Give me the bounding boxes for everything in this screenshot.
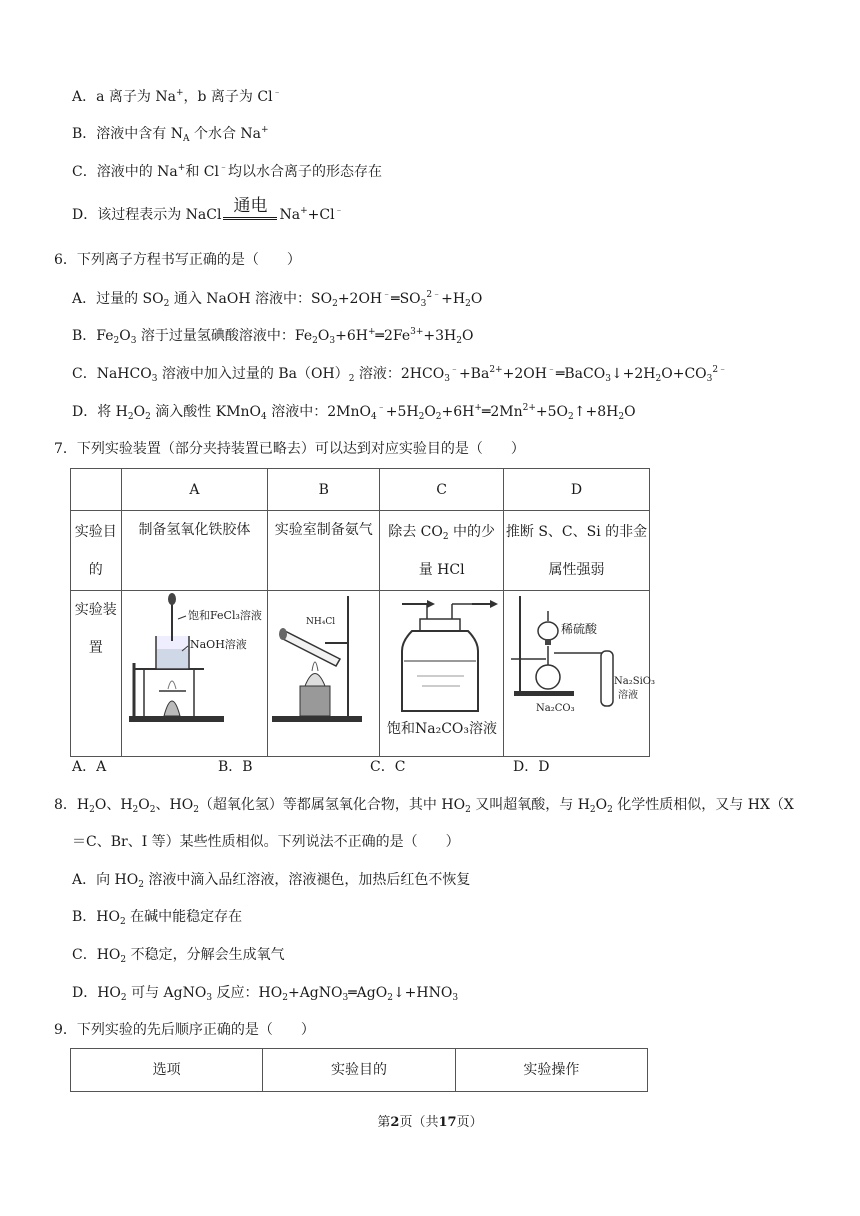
q5-option-a: A．a 离子为 Na+，b 离子为 Cl﹣ (72, 88, 282, 105)
q7-apparatus-b (268, 591, 380, 757)
sulfur-carbon-silicon-apparatus-figure (506, 591, 655, 741)
label-solution: 溶液 (617, 690, 638, 701)
q9-table (70, 1048, 648, 1092)
q6-option-d: D．将 $H_2O_2$ 滴入酸性 KMnO$_4$ 溶液中：$2MnO_4^﹣+5H_2O_2+6H^+═2Mn^{2+}+5O_2↑+8H_2O$ (72, 403, 636, 422)
q7-table (70, 468, 655, 757)
q5-option-c: C．溶液中的 Na+和 Cl﹣均以水合离子的形态存在 (72, 163, 382, 180)
label-na2co3: Na₂CO₃ (535, 703, 575, 714)
q6-stem: 6．下列离子方程书写正确的是（ ） (54, 252, 301, 268)
label-saturated-fecl3: 饱和FeCl₃溶液 (188, 609, 263, 622)
q7-header-a: A (121, 469, 268, 511)
label-naoh-solution: NaOH溶液 (190, 638, 248, 651)
q7-stem: 7．下列实验装置（部分夹持装置已略去）可以达到对应实验目的是（ ） (54, 441, 525, 457)
q7-purpose-c: 除去 $CO_2$ 中的少 量 HCl (380, 511, 504, 591)
q7-purpose-label: 实验目 的 (71, 511, 122, 591)
label-dilute-sulfuric-acid: 稀硫酸 (560, 622, 597, 636)
q7-purpose-a: 制备氢氧化铁胶体 (121, 511, 268, 591)
label-nh4cl: NH₄Cl (305, 617, 335, 627)
q7-purpose-d: 推断 S、C、Si 的非金 属性强弱 (504, 511, 650, 591)
electrolysis-equals-sign: 通电 (221, 205, 279, 225)
q7-header-empty (71, 469, 122, 511)
q7-purpose-b: 实验室制备氨气 (268, 511, 380, 591)
q8-option-b: B．$HO_2$ 在碱中能稳定存在 (72, 909, 243, 927)
q7-apparatus-row (71, 591, 650, 757)
q8-option-c: C．$HO_2$ 不稳定，分解会生成氧气 (72, 947, 285, 965)
fe-oh-colloid-apparatus-figure (124, 591, 264, 741)
q7-header-c: C (380, 469, 504, 511)
q8-option-a: A．向 $HO_2$ 溶液中滴入品红溶液，溶液褪色，加热后红色不恢复 (72, 872, 471, 890)
q7-answer-b: B．B (218, 759, 253, 775)
q7-answer-a: A．A (72, 759, 107, 775)
q6-option-b: B．$Fe_2O_3$ 溶于过量氢碘酸溶液中：$Fe_2O_3+6H^+═2Fe^{3+}+3H_2O$ (72, 327, 474, 346)
q5-option-d: D．该过程表示为 NaCl 通电 Na++Cl﹣ (72, 196, 344, 223)
q5-option-b: B．溶液中含有 $N_A$ 个水合 Na+ (72, 125, 269, 144)
q7-purpose-row (71, 511, 650, 591)
q7-header-d: D (504, 469, 650, 511)
label-na2sio3: Na₂SiO₃ (613, 676, 655, 687)
page-footer: 第2页（共17页） (377, 1115, 483, 1130)
q7-answer-c: C．C (370, 759, 406, 775)
q9-header-operation: 实验操作 (455, 1049, 647, 1092)
q6-option-c: C．NaHCO$_3$ 溶液中加入过量的 $Ba(OH)_2$ 溶液：$2HCO_3^﹣+Ba^{2+}+2OH^﹣═BaCO_3↓+2H_2O+CO_3^{2﹣}$ (72, 365, 728, 384)
q7-apparatus-d (504, 591, 655, 757)
q8-option-d: D．$HO_2$ 可与 AgNO$_3$ 反应：$HO_2+AgNO_3═AgO_2↓+HNO_3$ (72, 985, 459, 1003)
q9-stem: 9．下列实验的先后顺序正确的是（ ） (54, 1022, 315, 1038)
q8-stem-line1: 8．$H_2O$、$H_2O_2$、$HO_2$（超氧化氢）等都属氢氧化合物，其中 $HO_2$ 又叫超氧酸，与 $H_2O_2$ 化学性质相似，又与 HX（X (54, 797, 794, 815)
q7-apparatus-c (380, 591, 504, 757)
q7-answer-d: D．D (513, 759, 550, 775)
q9-header-option: 选项 (71, 1049, 263, 1092)
q8-stem-line2: ＝C、Br、I 等）某些性质相似。下列说法不正确的是（ ） (72, 834, 460, 850)
q9-header-purpose: 实验目的 (263, 1049, 455, 1092)
q7-apparatus-a (121, 591, 268, 757)
q7-header-b: B (268, 469, 380, 511)
q7-apparatus-label: 实验装 置 (71, 591, 122, 757)
ammonia-prep-apparatus-figure (270, 591, 378, 741)
label-saturated-na2co3: 饱和Na₂CO₃溶液 (386, 721, 497, 737)
gas-washing-bottle-figure (382, 591, 502, 741)
q9-header-row (71, 1049, 648, 1092)
q7-header-row (71, 469, 650, 511)
q6-option-a: A．过量的 $SO_2$ 通入 NaOH 溶液中：$SO_2+2OH^﹣═SO_3^{2﹣}+H_2O$ (72, 290, 483, 309)
